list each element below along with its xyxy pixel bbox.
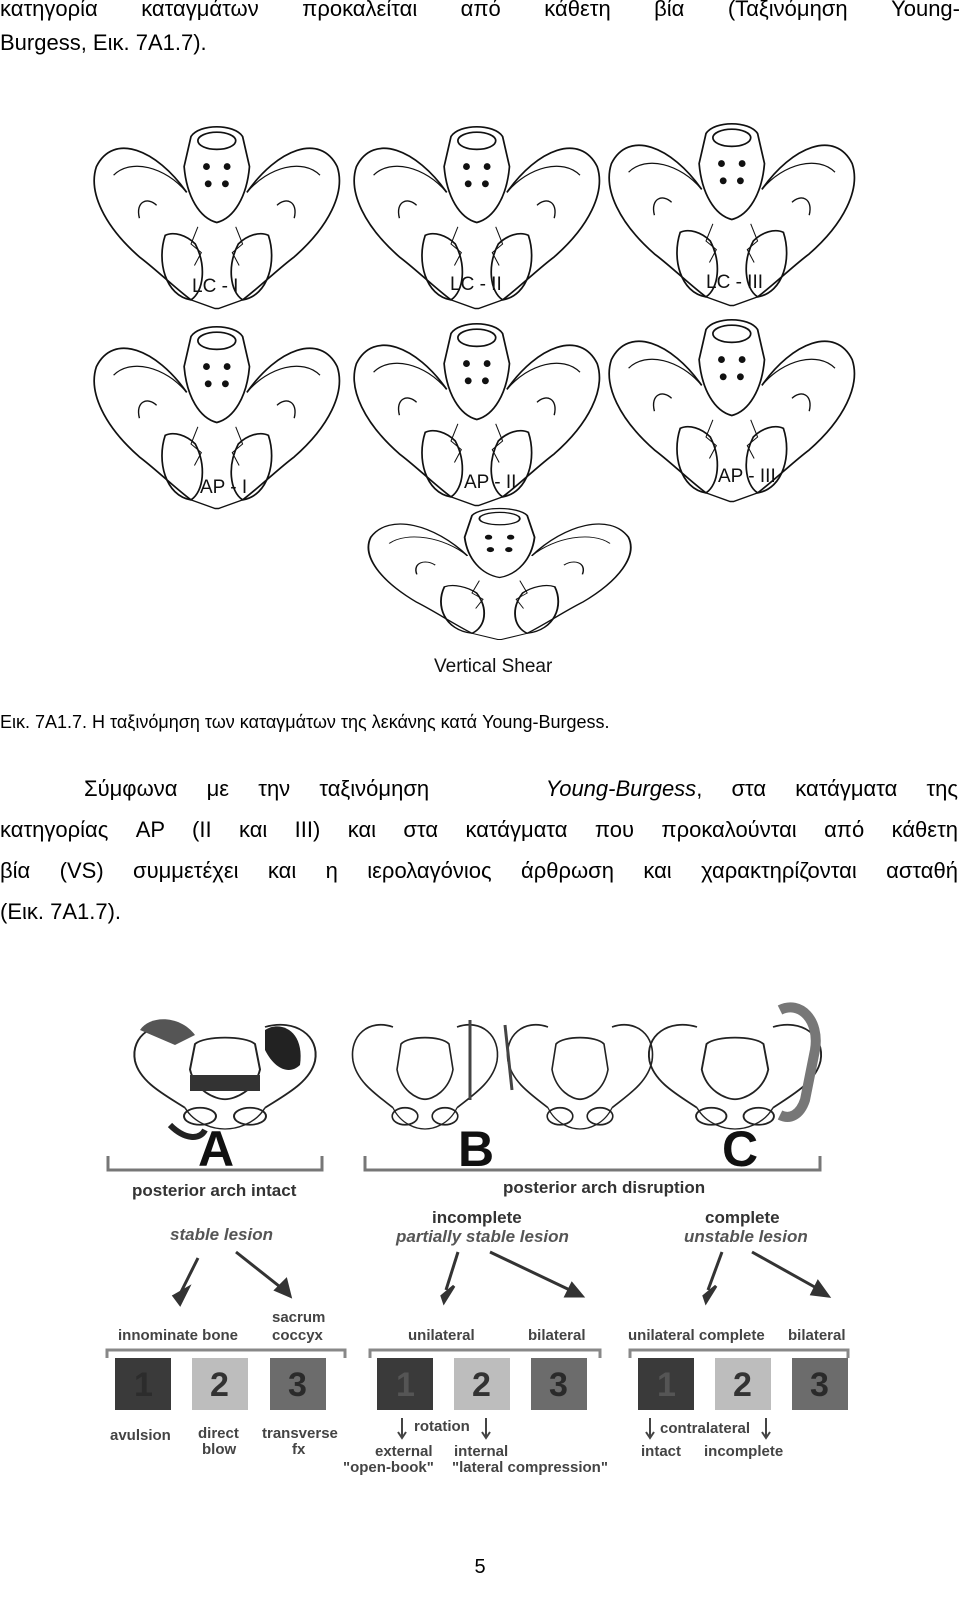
paragraph-line-1a: Σύμφωνα με την ταξινόμηση [84, 776, 430, 801]
letter-a: A [198, 1121, 235, 1177]
label-posterior-intact: posterior arch intact [132, 1181, 297, 1200]
pelvis-b-drawing [352, 1020, 652, 1129]
pelvis-c-drawing [649, 1007, 821, 1129]
letter-c: C [722, 1121, 759, 1177]
label-open-book: "open-book" [343, 1459, 434, 1476]
label-sacrum: sacrum [272, 1309, 326, 1326]
label-direct: direct [198, 1425, 239, 1442]
paragraph-line-1 [0, 768, 958, 809]
paragraph-line-3: βία (VS) συμμετέχει και η ιερολαγόνιος άρθρωση και χαρακτηρίζονται ασταθή [0, 858, 958, 883]
box-a-2: 2 [210, 1366, 229, 1404]
label-transverse: transverse [262, 1425, 338, 1442]
label-innominate: innominate bone [118, 1327, 238, 1344]
label-unilateral: unilateral [408, 1327, 475, 1344]
young-burgess-figure [0, 100, 960, 700]
box-c-3: 3 [810, 1366, 829, 1404]
label-contralateral: contralateral [660, 1420, 751, 1437]
flow-arrows [174, 1252, 828, 1304]
label-internal: internal [454, 1443, 509, 1460]
body-paragraph [0, 768, 958, 932]
label-stable: stable lesion [170, 1225, 273, 1244]
label-lc-3: LC - III [706, 272, 764, 293]
label-fx: fx [292, 1441, 306, 1458]
intro-line-1: κατηγορία καταγμάτων προκαλείται από κάθετη βία (Ταξινόμηση Young- [0, 0, 960, 21]
box-b-1: 1 [396, 1366, 415, 1404]
label-incomplete-c: incomplete [704, 1443, 784, 1460]
label-bilateral-c: bilateral [788, 1327, 846, 1344]
label-intact: intact [641, 1443, 682, 1460]
label-ap-3: AP - III [718, 466, 776, 487]
rule-c [630, 1350, 848, 1358]
rule-b [370, 1350, 600, 1358]
paragraph-line-1c: , στα κατάγματα της [696, 776, 958, 801]
label-external: external [375, 1443, 433, 1460]
label-avulsion: avulsion [110, 1427, 171, 1444]
paragraph-young-burgess: Young-Burgess [545, 776, 697, 801]
box-b-3: 3 [549, 1366, 568, 1404]
pelvis-vertical-shear-drawing [368, 509, 630, 640]
intro-text [0, 0, 960, 60]
label-lc-2: LC - II [450, 274, 502, 295]
label-incomplete: incomplete [432, 1208, 522, 1227]
figure-caption: Εικ. 7Α1.7. Η ταξινόμηση των καταγμάτων της λεκάνης κατά Young-Burgess. [0, 712, 610, 732]
box-a-1: 1 [134, 1366, 153, 1404]
label-posterior-disruption: posterior arch disruption [503, 1178, 706, 1197]
label-complete: complete [705, 1208, 780, 1227]
label-vertical-shear: Vertical Shear [434, 656, 553, 677]
tile-classification-figure [0, 990, 960, 1500]
label-bilateral-b: bilateral [528, 1327, 586, 1344]
box-c-1: 1 [657, 1366, 676, 1404]
box-b-2: 2 [472, 1366, 491, 1404]
box-a-3: 3 [288, 1366, 307, 1404]
page-number: 5 [474, 1556, 486, 1578]
label-coccyx: coccyx [272, 1327, 323, 1344]
label-unilateral-complete: unilateral complete [628, 1327, 765, 1344]
rule-a [107, 1350, 345, 1358]
box-c-2: 2 [733, 1366, 752, 1404]
label-rotation: rotation [414, 1418, 470, 1435]
label-ap-1: AP - I [200, 477, 248, 498]
letter-b: B [458, 1121, 495, 1177]
paragraph-line-2: κατηγορίας AP (II και III) και στα κατάγματα που προκαλούνται από κάθετη [0, 817, 958, 842]
label-partially-stable: partially stable lesion [396, 1227, 569, 1246]
paragraph-line-4: (Εικ. 7Α1.7). [0, 899, 122, 924]
label-lc-1: LC - I [192, 276, 239, 297]
label-ap-2: AP - II [464, 472, 517, 493]
label-unstable: unstable lesion [684, 1227, 808, 1246]
label-lateral-compression: "lateral compression" [452, 1459, 608, 1476]
label-blow: blow [202, 1441, 237, 1458]
intro-line-2: Burgess, Εικ. 7Α1.7). [0, 30, 207, 55]
pelvis-a-drawing [134, 1019, 315, 1137]
